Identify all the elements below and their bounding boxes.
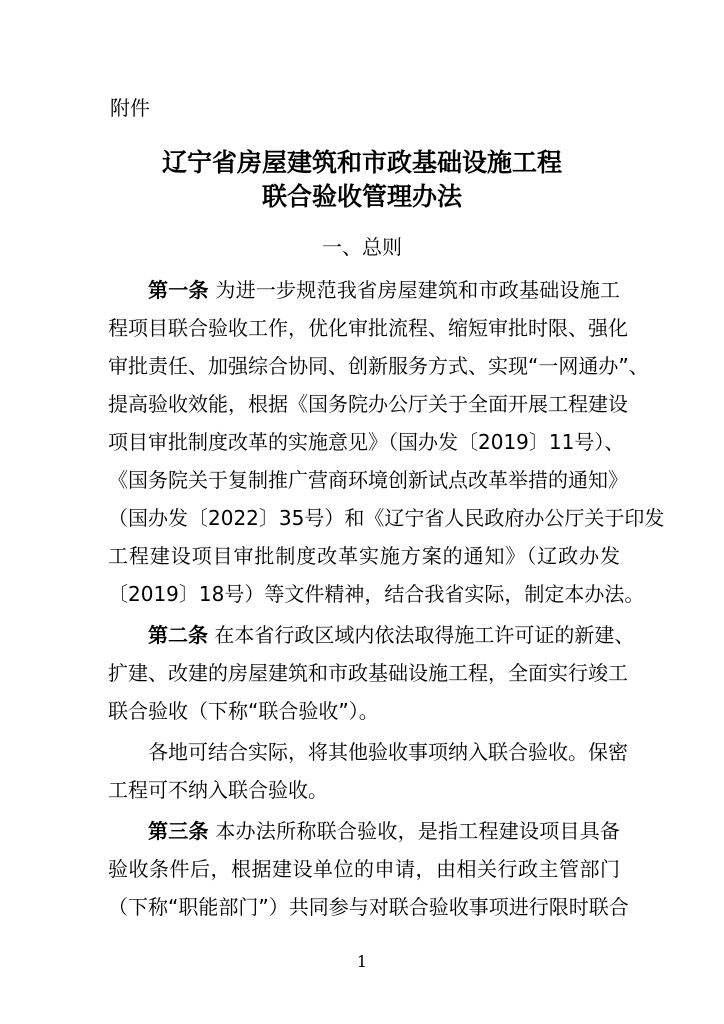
article-1-line-6: 《国务院关于复制推广营商环境创新试点改革举措的通知》 [108, 468, 628, 492]
article-2-line-1 [148, 620, 635, 650]
article-1-line-7: （国办发〔2022〕35号）和《辽宁省人民政府办公厅关于印发 [108, 506, 665, 530]
article-3-text: 本办法所称联合验收，是指工程建设项目具备 [215, 819, 621, 843]
article-1-line-9: 〔2019〕18号）等文件精神，结合我省实际，制定本办法。 [108, 582, 645, 606]
article-2-line-2: 扩建、改建的房屋建筑和市政基础设施工程，全面实行竣工 [108, 661, 628, 685]
article-1-line-2: 程项目联合验收工作，优化审批流程、缩短审批时限、强化 [108, 316, 628, 340]
article-1-line-1 [148, 275, 620, 305]
paragraph-line-1: 各地可结合实际，将其他验收事项纳入联合验收。保密 [148, 740, 628, 764]
article-1-text: 为进一步规范我省房屋建筑和市政基础设施工 [215, 278, 621, 302]
section-heading: 一、总则 [322, 235, 402, 259]
paragraph-line-2: 工程可不纳入联合验收。 [108, 778, 328, 802]
article-3-line-3: （下称“职能部门”）共同参与对联合验收事项进行限时联合 [108, 895, 629, 919]
article-1-line-5: 项目审批制度改革的实施意见》（国办发〔2019〕11号）、 [108, 430, 625, 454]
article-2-label: 第二条 [148, 623, 208, 647]
attachment-label: 附件 [110, 96, 150, 120]
article-2-text: 在本省行政区域内依法取得施工许可证的新建、 [214, 623, 635, 647]
article-3-label: 第三条 [148, 819, 209, 843]
article-1-line-8: 工程建设项目审批制度改革实施方案的通知》（辽政办发 [108, 544, 620, 568]
document-title-line-2: 联合验收管理办法 [261, 182, 462, 211]
article-3-line-2: 验收条件后，根据建设单位的申请，由相关行政主管部门 [108, 857, 620, 881]
page-number: 1 [356, 952, 368, 971]
article-1-line-3: 审批责任、加强综合协同、创新服务方式、实现“一网通办”、 [108, 354, 649, 378]
article-1-label: 第一条 [148, 278, 209, 302]
article-1-line-4: 提高验收效能，根据《国务院办公厅关于全面开展工程建设 [108, 392, 628, 416]
document-title-line-1: 辽宁省房屋建筑和市政基础设施工程 [161, 148, 562, 177]
article-2-line-3: 联合验收（下称“联合验收”）。 [108, 699, 379, 723]
article-3-line-1 [148, 816, 620, 846]
